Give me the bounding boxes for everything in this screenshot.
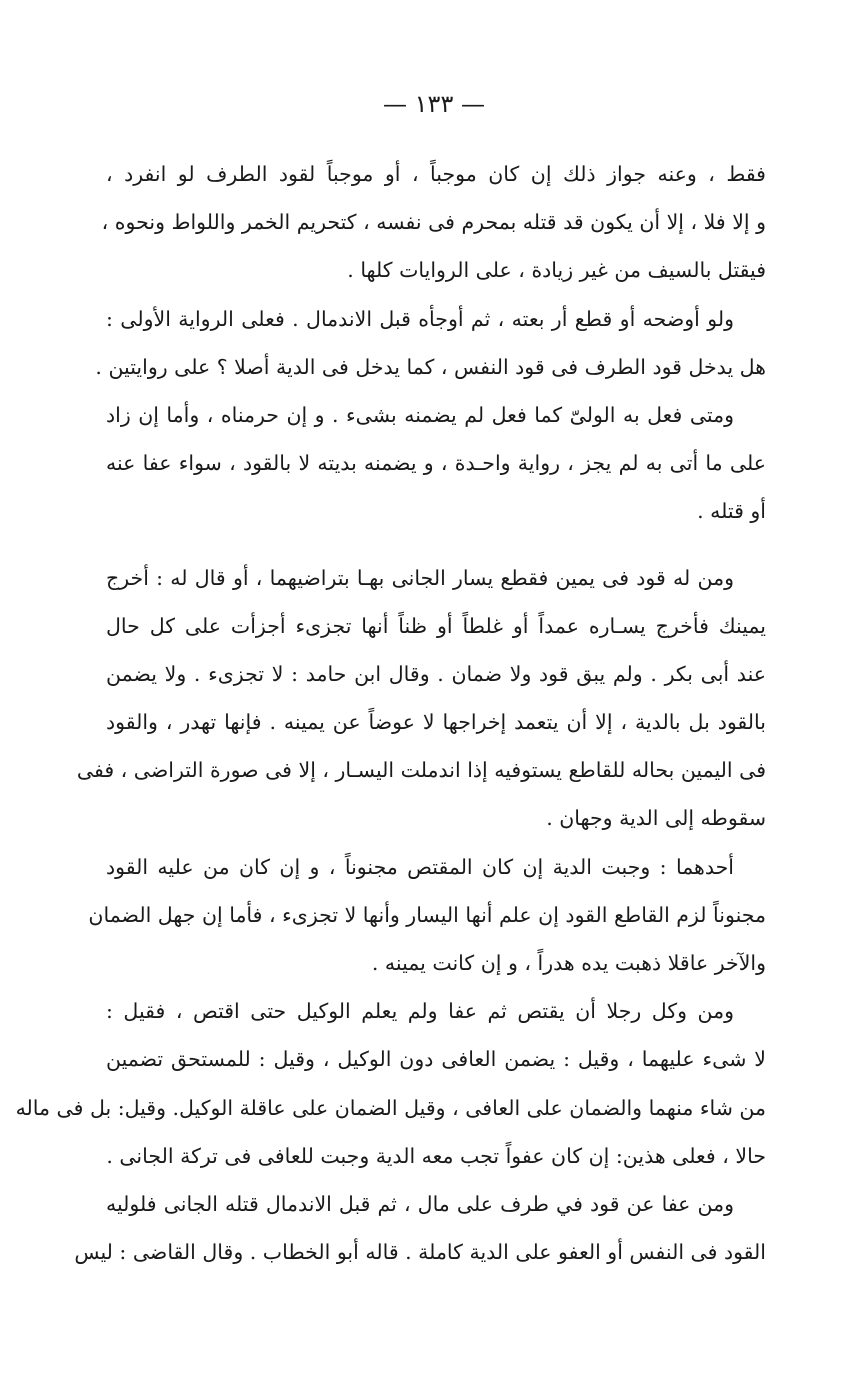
- text-line: سقوطه إلى الدية وجهان .: [546, 806, 766, 831]
- body-text: [15, 150, 766, 1276]
- text-line: القود فى النفس أو العفو على الدية كاملة . قاله أبو الخطاب . وقال القاضى : ليس: [74, 1240, 766, 1265]
- text-line: والآخر عاقلا ذهبت يده هدراً ، و إن كانت يمينه .: [371, 951, 766, 975]
- text-line: يمينك فأخرج يسـاره عمداً أو غلطاً أو ظناً أنها تجزىء أجزأت على كل حال: [106, 613, 766, 638]
- text-line: ومن له قود فى يمين فقطع يسار الجانى بهـا بتراضيهما ، أو قال له : أخرج: [106, 565, 734, 590]
- paragraph-gap: [106, 536, 766, 554]
- text-line: فى اليمين بحاله للقاطع يستوفيه إذا اندملت اليسـار ، إلا فى صورة التراضى ، ففى: [76, 758, 766, 783]
- text-line: ولو أوضحه أو قطع أر بعته ، ثم أوجأه قبل الاندمال . فعلى الرواية الأولى :: [106, 306, 734, 331]
- text-line: و إلا فلا ، إلا أن يكون قد قتله بمحرم فى نفسه ، كتحريم الخمر واللواط ونحوه ،: [101, 210, 766, 235]
- text-line: فقط ، وعنه جواز ذلك إن كان موجباً ، أو موجباً لقود الطرف لو انفرد ،: [106, 162, 766, 186]
- text-line: أو قتله .: [697, 499, 766, 524]
- text-line: من شاء منهما والضمان على العافى ، وقيل الضمان على عاقلة الوكيل. وقيل: بل فى ماله: [15, 1095, 766, 1120]
- text-line: بالقود بل بالدية ، إلا أن يتعمد إخراجها لا عوضاً عن يمينه . فإنها تهدر ، والقود: [106, 710, 766, 735]
- text-line: ومن عفا عن قود في طرف على مال ، ثم قبل الاندمال قتله الجانى فلوليه: [106, 1191, 734, 1216]
- page-number: — ١٣٣ —: [383, 90, 485, 118]
- text-line: هل يدخل قود الطرف فى قود النفس ، كما يدخل فى الدية أصلا ؟ على روايتين .: [95, 354, 766, 379]
- text-line: ومتى فعل به الولىّ كما فعل لم يضمنه بشىء . و إن حرمناه ، وأما إن زاد: [106, 402, 734, 427]
- text-line: حالا ، فعلى هذين: إن كان عفواً تجب معه الدية وجبت للعافى فى تركة الجانى .: [106, 1143, 766, 1168]
- text-line: مجنوناً لزم القاطع القود إن علم أنها اليسار وأنها لا تجزىء ، فأما إن جهل الضمان: [88, 902, 766, 927]
- text-line: عند أبى بكر . ولم يبق قود ولا ضمان . وقال ابن حامد : لا تجزىء . ولا يضمن: [106, 661, 766, 686]
- text-line: ومن وكل رجلا أن يقتص ثم عفا ولم يعلم الوكيل حتى اقتص ، فقيل :: [106, 999, 734, 1024]
- text-line: على ما أتى به لم يجز ، رواية واحـدة ، و يضمنه بديته لا بالقود ، سواء عفا عنه: [106, 451, 766, 476]
- text-line: فيقتل بالسيف من غير زيادة ، على الروايات كلها .: [347, 258, 766, 283]
- text-line: أحدهما : وجبت الدية إن كان المقتص مجنوناً ، و إن كان من عليه القود: [106, 854, 734, 879]
- text-line: لا شىء عليهما ، وقيل : يضمن العافى دون الوكيل ، وقيل : للمستحق تضمين: [106, 1047, 766, 1072]
